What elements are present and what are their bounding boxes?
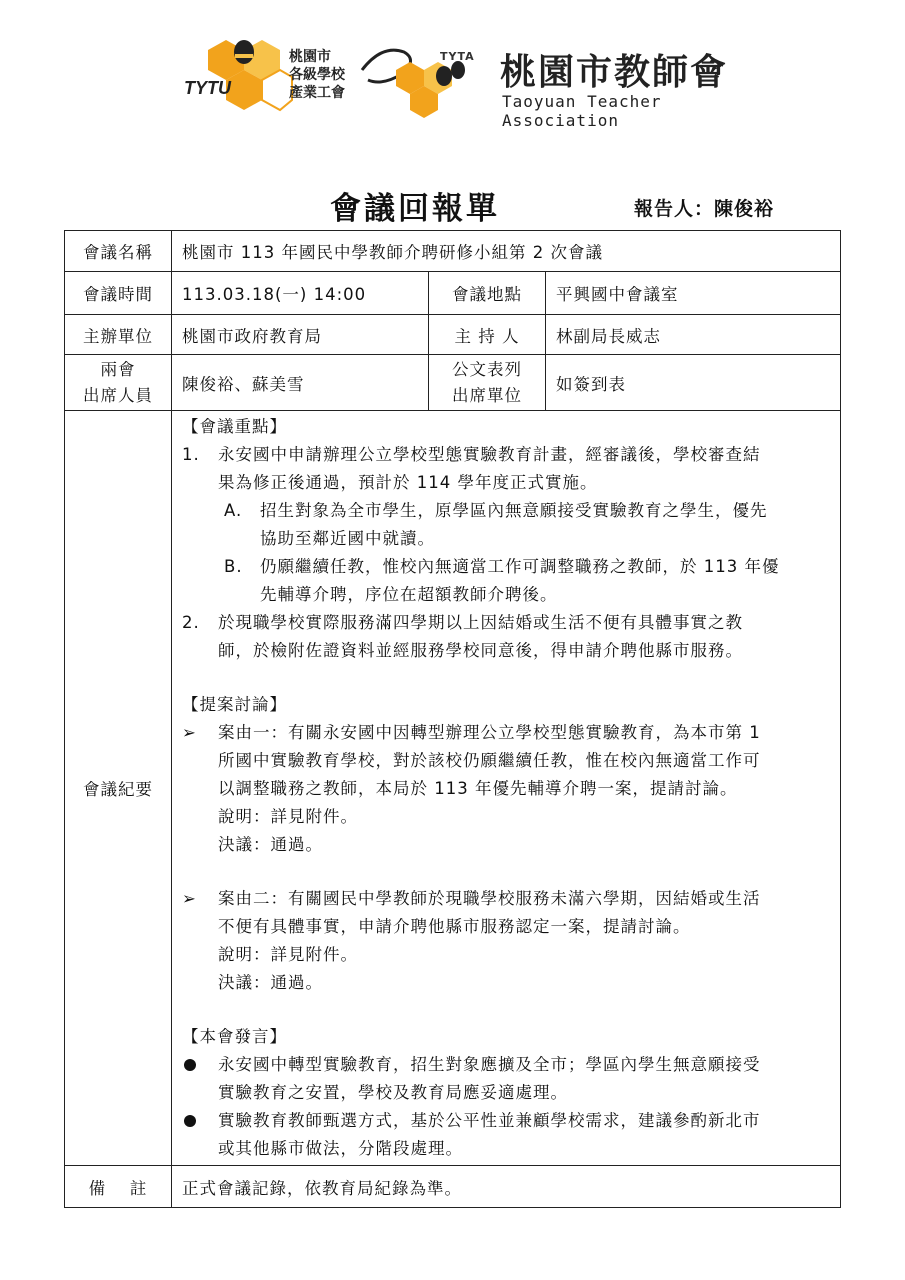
- proposal-result: 決議：通過。: [218, 973, 323, 992]
- list-item: [182, 1107, 830, 1163]
- host: 林副局長威志: [546, 315, 841, 355]
- text-line: 果為修正後通過，預計於 114 學年度正式實施。: [218, 473, 598, 492]
- arrow-icon: ➢: [182, 723, 197, 742]
- list-item: [182, 1051, 830, 1107]
- text-line: 師，於檢附佐證資料並經服務學校同意後，得申請介聘他縣市服務。: [218, 641, 743, 660]
- union-name: [289, 48, 345, 102]
- union-name-line: 桃園市: [289, 49, 331, 65]
- organizer: 桃園市政府教育局: [172, 315, 429, 355]
- list-marker: B.: [224, 557, 243, 576]
- meeting-time-label: 會議時間: [65, 272, 172, 315]
- tyta-logo-text: TYTA: [440, 50, 475, 63]
- meeting-report-table: [64, 230, 841, 1208]
- list-item: [182, 497, 830, 553]
- text-line: 所國中實驗教育學校，對於該校仍願繼續任教，惟在校內無適當工作可: [218, 751, 761, 770]
- list-item: [182, 609, 830, 665]
- list-marker: A.: [224, 501, 243, 520]
- list-marker: 2.: [182, 613, 200, 632]
- minutes-content: [172, 411, 841, 1166]
- units: 如簽到表: [546, 355, 841, 411]
- text-line: 於現職學校實際服務滿四學期以上因結婚或生活不便有具體事實之教: [218, 613, 743, 632]
- remarks: 正式會議記錄，依教育局紀錄為準。: [172, 1166, 841, 1208]
- association-name-en: Taoyuan Teacher Association: [502, 92, 662, 130]
- text-line: 仍願繼續任教，惟校內無適當工作可調整職務之教師，於 113 年優: [260, 557, 780, 576]
- text-line: 案由一：有關永安國中因轉型辦理公立學校型態實驗教育，為本市第 1: [218, 723, 761, 742]
- attendees-label-line: 出席人員: [83, 385, 153, 405]
- meeting-name: 桃園市 113 年國民中學教師介聘研修小組第 2 次會議: [172, 231, 841, 272]
- union-name-line: 各級學校: [289, 67, 345, 83]
- attendees-label: [65, 355, 172, 411]
- text-line: 案由二：有關國民中學教師於現職學校服務未滿六學期，因結婚或生活: [218, 889, 761, 908]
- proposal-note: 說明：詳見附件。: [218, 807, 358, 826]
- text-line: 協助至鄰近國中就讀。: [260, 529, 435, 548]
- list-item: [182, 719, 830, 803]
- remarks-label: 備 註: [65, 1166, 172, 1208]
- organizer-label: 主辦單位: [65, 315, 172, 355]
- header-logos: [182, 30, 762, 130]
- units-label: [429, 355, 546, 411]
- list-item: [182, 885, 830, 941]
- statements-heading: 【本會發言】: [182, 1027, 287, 1046]
- list-marker: 1.: [182, 445, 200, 464]
- highlights-heading: 【會議重點】: [182, 417, 287, 436]
- text-line: 先輔導介聘，序位在超額教師介聘後。: [260, 585, 558, 604]
- union-logo-text: TYTU: [184, 78, 231, 98]
- proposals-heading: 【提案討論】: [182, 695, 287, 714]
- text-line: 不便有具體事實，申請介聘他縣市服務認定一案，提請討論。: [218, 917, 691, 936]
- units-label-line: 公文表列: [452, 359, 522, 379]
- host-label: 主 持 人: [429, 315, 546, 355]
- attendees: 陳俊裕、蘇美雪: [172, 355, 429, 411]
- bullet-icon: [182, 1107, 196, 1136]
- meeting-place: 平興國中會議室: [546, 272, 841, 315]
- minutes-label: 會議紀要: [65, 411, 172, 1166]
- text-line: 以調整職務之教師，本局於 113 年優先輔導介聘一案，提請討論。: [218, 779, 738, 798]
- union-name-line: 產業工會: [289, 85, 345, 101]
- meeting-place-label: 會議地點: [429, 272, 546, 315]
- list-item: [182, 441, 830, 497]
- document-title: 會議回報單: [330, 191, 500, 227]
- bullet-icon: [182, 1051, 196, 1080]
- text-line: 永安國中轉型實驗教育，招生對象應擴及全市；學區內學生無意願接受: [218, 1055, 761, 1074]
- meeting-time: 113.03.18(一) 14:00: [172, 272, 429, 315]
- attendees-label-line: 兩會: [100, 359, 136, 379]
- text-line: 永安國中申請辦理公立學校型態實驗教育計畫，經審議後，學校審查結: [218, 445, 761, 464]
- text-line: 招生對象為全市學生，原學區內無意願接受實驗教育之學生，優先: [260, 501, 768, 520]
- units-label-line: 出席單位: [452, 385, 522, 405]
- association-name-zh: 桃園市教師會: [500, 52, 729, 93]
- text-line: 實驗教育教師甄選方式，基於公平性並兼顧學校需求，建議參酌新北市: [218, 1111, 761, 1130]
- proposal-note: 說明：詳見附件。: [218, 945, 358, 964]
- list-item: [182, 553, 830, 609]
- text-line: 實驗教育之安置，學校及教育局應妥適處理。: [218, 1083, 568, 1102]
- arrow-icon: ➢: [182, 889, 197, 908]
- meeting-name-label: 會議名稱: [65, 231, 172, 272]
- proposal-result: 決議：通過。: [218, 835, 323, 854]
- reporter: 報告人：陳俊裕: [634, 198, 775, 220]
- text-line: 或其他縣市做法，分階段處理。: [218, 1139, 463, 1158]
